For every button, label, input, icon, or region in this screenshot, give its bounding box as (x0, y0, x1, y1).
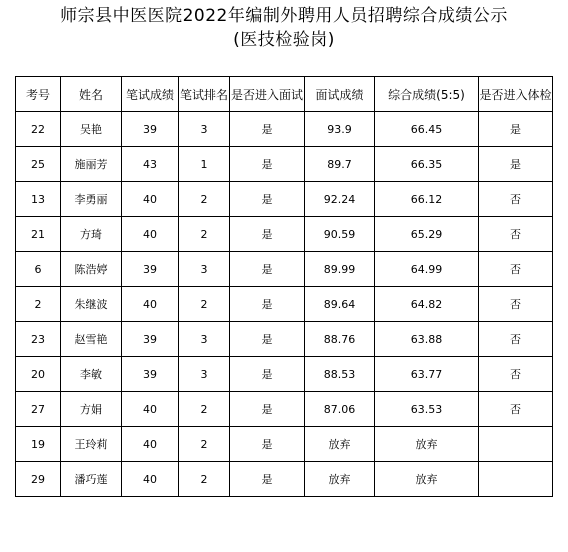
table-row (16, 112, 553, 147)
table-header-row (16, 77, 553, 112)
cell-interview-entry: 是 (230, 252, 305, 287)
cell-exam-number: 13 (16, 182, 61, 217)
header-name: 姓名 (61, 77, 122, 112)
table-row (16, 427, 553, 462)
cell-interview-entry: 是 (230, 462, 305, 497)
cell-interview-score: 89.7 (305, 147, 375, 182)
cell-name: 赵雪艳 (61, 322, 122, 357)
cell-name: 王玲莉 (61, 427, 122, 462)
cell-interview-score: 93.9 (305, 112, 375, 147)
cell-interview-score: 90.59 (305, 217, 375, 252)
cell-physical-exam: 否 (479, 322, 553, 357)
cell-exam-number: 6 (16, 252, 61, 287)
header-interview-score: 面试成绩 (305, 77, 375, 112)
cell-interview-entry: 是 (230, 392, 305, 427)
cell-written-rank: 3 (179, 252, 230, 287)
cell-composite-score: 66.35 (375, 147, 479, 182)
cell-name: 陈浩婷 (61, 252, 122, 287)
cell-written-score: 39 (122, 357, 179, 392)
cell-interview-score: 89.64 (305, 287, 375, 322)
header-written-score: 笔试成绩 (122, 77, 179, 112)
cell-exam-number: 19 (16, 427, 61, 462)
cell-interview-score: 放弃 (305, 427, 375, 462)
cell-composite-score: 64.82 (375, 287, 479, 322)
cell-exam-number: 23 (16, 322, 61, 357)
cell-interview-entry: 是 (230, 322, 305, 357)
cell-interview-entry: 是 (230, 182, 305, 217)
results-table (15, 76, 553, 497)
page-subtitle: (医技检验岗) (233, 30, 335, 50)
cell-name: 吴艳 (61, 112, 122, 147)
cell-exam-number: 27 (16, 392, 61, 427)
table-row (16, 217, 553, 252)
cell-written-score: 39 (122, 322, 179, 357)
cell-physical-exam: 否 (479, 392, 553, 427)
cell-physical-exam: 是 (479, 147, 553, 182)
header-physical-exam: 是否进入体检 (479, 77, 553, 112)
cell-exam-number: 21 (16, 217, 61, 252)
page-title: 师宗县中医医院2022年编制外聘用人员招聘综合成绩公示 (60, 6, 508, 26)
cell-written-rank: 3 (179, 112, 230, 147)
cell-interview-score: 87.06 (305, 392, 375, 427)
title-block (0, 4, 568, 52)
cell-written-rank: 2 (179, 392, 230, 427)
table-row (16, 462, 553, 497)
table-row (16, 147, 553, 182)
cell-interview-entry: 是 (230, 427, 305, 462)
header-exam-number: 考号 (16, 77, 61, 112)
cell-written-rank: 2 (179, 217, 230, 252)
cell-composite-score: 64.99 (375, 252, 479, 287)
cell-written-rank: 3 (179, 357, 230, 392)
cell-interview-score: 89.99 (305, 252, 375, 287)
cell-physical-exam: 否 (479, 357, 553, 392)
cell-written-score: 43 (122, 147, 179, 182)
cell-exam-number: 25 (16, 147, 61, 182)
cell-name: 李勇丽 (61, 182, 122, 217)
cell-interview-entry: 是 (230, 112, 305, 147)
cell-composite-score: 放弃 (375, 462, 479, 497)
cell-written-rank: 3 (179, 322, 230, 357)
cell-interview-score: 92.24 (305, 182, 375, 217)
cell-physical-exam (479, 427, 553, 462)
cell-written-score: 40 (122, 217, 179, 252)
header-written-rank: 笔试排名 (179, 77, 230, 112)
cell-composite-score: 放弃 (375, 427, 479, 462)
cell-written-rank: 2 (179, 427, 230, 462)
cell-composite-score: 63.53 (375, 392, 479, 427)
cell-physical-exam (479, 462, 553, 497)
table-row (16, 252, 553, 287)
cell-name: 方娟 (61, 392, 122, 427)
cell-written-score: 40 (122, 182, 179, 217)
cell-name: 潘巧莲 (61, 462, 122, 497)
cell-name: 方琦 (61, 217, 122, 252)
header-interview-entry: 是否进入面试 (230, 77, 305, 112)
cell-interview-entry: 是 (230, 357, 305, 392)
table-body (16, 112, 553, 497)
cell-interview-entry: 是 (230, 287, 305, 322)
cell-written-rank: 1 (179, 147, 230, 182)
cell-exam-number: 29 (16, 462, 61, 497)
table-row (16, 287, 553, 322)
cell-written-rank: 2 (179, 182, 230, 217)
cell-interview-score: 88.76 (305, 322, 375, 357)
cell-interview-entry: 是 (230, 217, 305, 252)
cell-exam-number: 22 (16, 112, 61, 147)
cell-composite-score: 65.29 (375, 217, 479, 252)
cell-name: 李敏 (61, 357, 122, 392)
cell-written-score: 40 (122, 462, 179, 497)
cell-written-rank: 2 (179, 462, 230, 497)
cell-name: 施丽芳 (61, 147, 122, 182)
cell-written-rank: 2 (179, 287, 230, 322)
cell-interview-entry: 是 (230, 147, 305, 182)
table-row (16, 357, 553, 392)
cell-physical-exam: 否 (479, 252, 553, 287)
cell-written-score: 40 (122, 392, 179, 427)
cell-composite-score: 63.77 (375, 357, 479, 392)
table-row (16, 182, 553, 217)
table-row (16, 322, 553, 357)
cell-physical-exam: 否 (479, 287, 553, 322)
cell-exam-number: 20 (16, 357, 61, 392)
cell-physical-exam: 否 (479, 217, 553, 252)
cell-exam-number: 2 (16, 287, 61, 322)
cell-composite-score: 63.88 (375, 322, 479, 357)
cell-physical-exam: 否 (479, 182, 553, 217)
cell-interview-score: 放弃 (305, 462, 375, 497)
cell-written-score: 40 (122, 287, 179, 322)
cell-composite-score: 66.12 (375, 182, 479, 217)
table-row (16, 392, 553, 427)
cell-written-score: 39 (122, 112, 179, 147)
cell-name: 朱继波 (61, 287, 122, 322)
cell-physical-exam: 是 (479, 112, 553, 147)
cell-written-score: 40 (122, 427, 179, 462)
cell-written-score: 39 (122, 252, 179, 287)
cell-composite-score: 66.45 (375, 112, 479, 147)
header-composite-score: 综合成绩(5:5) (375, 77, 479, 112)
cell-interview-score: 88.53 (305, 357, 375, 392)
